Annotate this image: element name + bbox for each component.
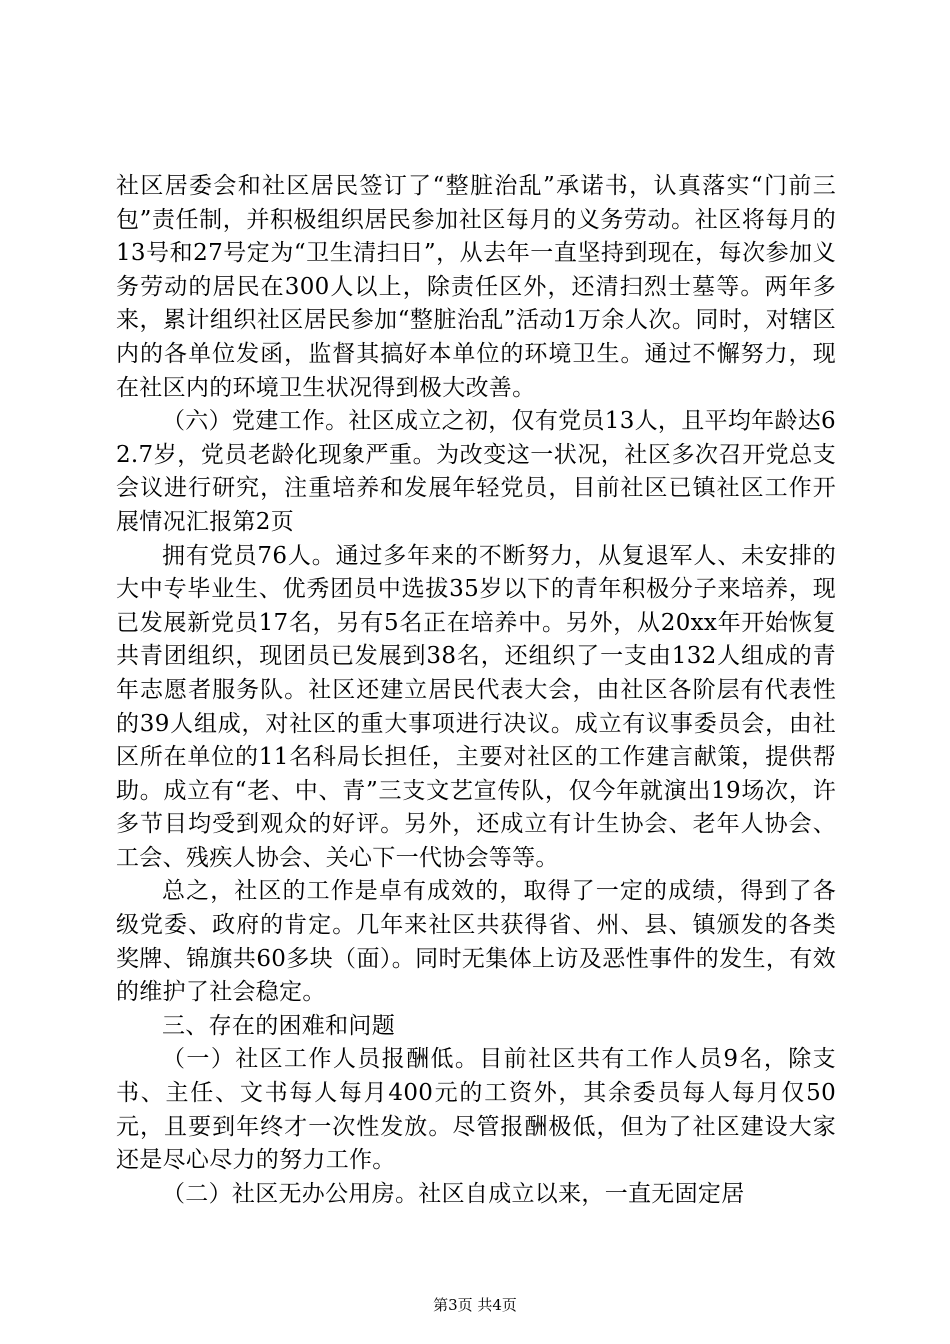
paragraph-party-building: （六）党建工作。社区成立之初，仅有党员13人，且平均年龄达62.7岁，党员老龄化现象严重。为改变这一状况，社区多次召开党总支会议进行研究，注重培养和发展年轻党员，目前社区已镇社区工作开展情况汇报第2页 (116, 408, 836, 535)
paragraph-sanitation-work: 社区居委会和社区居民签订了“整脏治乱”承诺书，认真落实“门前三包”责任制，并积极组织居民参加社区每月的义务劳动。社区将每月的13号和27号定为“卫生清扫日”，从去年一直坚持到现在，每次参加义务劳动的居民在300人以上，除责任区外，还清扫烈士墓等。两年多来，累计组织社区居民参加“整脏治乱”活动1万余人次。同时，对辖区内的各单位发函，监督其搞好本单位的环境卫生。通过不懈努力，现在社区内的环境卫生状况得到极大改善。 (116, 173, 836, 401)
paragraph-low-pay: （一）社区工作人员报酬低。目前社区共有工作人员9名，除支书、主任、文书每人每月400元的工资外，其余委员每人每月仅50元，且要到年终才一次性发放。尽管报酬极低，但为了社区建设大家还是尽心尽力的努力工作。 (116, 1046, 836, 1174)
paragraph-summary: 总之，社区的工作是卓有成效的，取得了一定的成绩，得到了各级党委、政府的肯定。几年来社区共获得省、州、县、镇颁发的各类奖牌、锦旗共60多块（面）。同时无集体上访及恶性事件的发生，有效的维护了社会稳定。 (116, 878, 836, 1006)
paragraph-no-office: （二）社区无办公用房。社区自成立以来，一直无固定居 (162, 1180, 745, 1207)
page-footer: 第3页 共4页 (433, 1296, 517, 1314)
section-heading-difficulties: 三、存在的困难和问题 (162, 1012, 395, 1039)
document-body (116, 170, 836, 1211)
paragraph-party-members: 拥有党员76人。通过多年来的不断努力，从复退军人、未安排的大中专毕业生、优秀团员中选拔35岁以下的青年积极分子来培养，现已发展新党员17名，另有5名正在培养中。另外，从20xx年开始恢复共青团组织，现团员已发展到38名，还组织了一支由132人组成的青年志愿者服务队。社区还建立居民代表大会，由社区各阶层有代表性的39人组成，对社区的重大事项进行决议。成立有议事委员会，由社区所在单位的11名科局长担任，主要对社区的工作建言献策，提供帮助。成立有“老、中、青”三支文艺宣传队，仅今年就演出19场次，许多节目均受到观众的好评。另外，还成立有计生协会、老年人协会、工会、残疾人协会、关心下一代协会等等。 (116, 542, 836, 871)
